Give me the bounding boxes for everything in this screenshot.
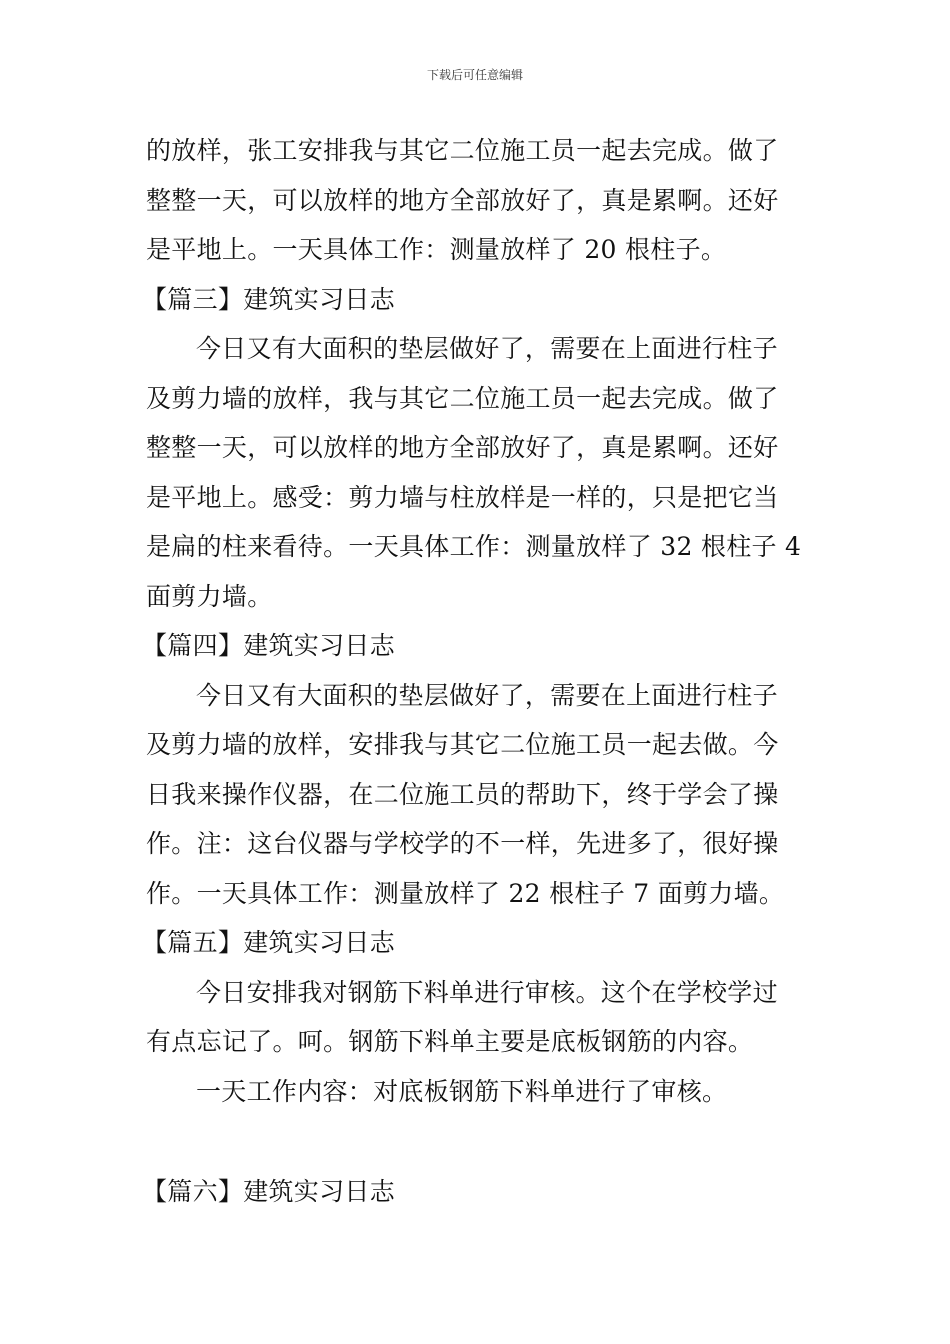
body-line: 有点忘记了。呵。钢筋下料单主要是底板钢筋的内容。: [146, 1027, 754, 1056]
body-line: 作。注：这台仪器与学校学的不一样，先进多了，很好操: [146, 829, 779, 858]
section-heading-6: 【篇六】建筑实习日志: [142, 1177, 396, 1206]
body-line: 及剪力墙的放样，安排我与其它二位施工员一起去做。今: [146, 730, 779, 759]
body-line: 是平地上。一天具体工作：测量放样了 20 根柱子。: [146, 235, 727, 264]
page-header-note: 下载后可任意编辑: [426, 68, 523, 82]
body-line: 是扁的柱来看待。一天具体工作：测量放样了 32 根柱子 4: [146, 532, 802, 561]
paragraph-first-line: 今日安排我对钢筋下料单进行审核。这个在学校学过: [196, 977, 778, 1007]
body-line: 及剪力墙的放样，我与其它二位施工员一起去完成。做了: [146, 383, 779, 413]
body-line: 整整一天，可以放样的地方全部放好了，真是累啊。还好: [146, 433, 779, 462]
body-line: 整整一天，可以放样的地方全部放好了，真是累啊。还好: [146, 185, 779, 215]
body-line: 作。一天具体工作：测量放样了 22 根柱子 7 面剪力墙。: [146, 878, 785, 908]
paragraph-first-line: 今日又有大面积的垫层做好了，需要在上面进行柱子: [196, 680, 778, 710]
body-line: 日我来操作仪器，在二位施工员的帮助下，终于学会了操: [146, 779, 779, 809]
section-heading-5: 【篇五】建筑实习日志: [142, 928, 396, 957]
body-line: 的放样，张工安排我与其它二位施工员一起去完成。做了: [146, 136, 779, 165]
body-line: 是平地上。感受：剪力墙与柱放样是一样的，只是把它当: [146, 482, 779, 512]
section-heading-4: 【篇四】建筑实习日志: [142, 631, 396, 660]
body-line: 面剪力墙。: [146, 581, 273, 611]
section-heading-3: 【篇三】建筑实习日志: [142, 284, 396, 314]
blank-line: [146, 1116, 806, 1167]
paragraph-first-line: 一天工作内容：对底板钢筋下料单进行了审核。: [196, 1076, 728, 1106]
document-body: [142, 126, 806, 1217]
paragraph-first-line: 今日又有大面积的垫层做好了，需要在上面进行柱子: [196, 334, 778, 363]
